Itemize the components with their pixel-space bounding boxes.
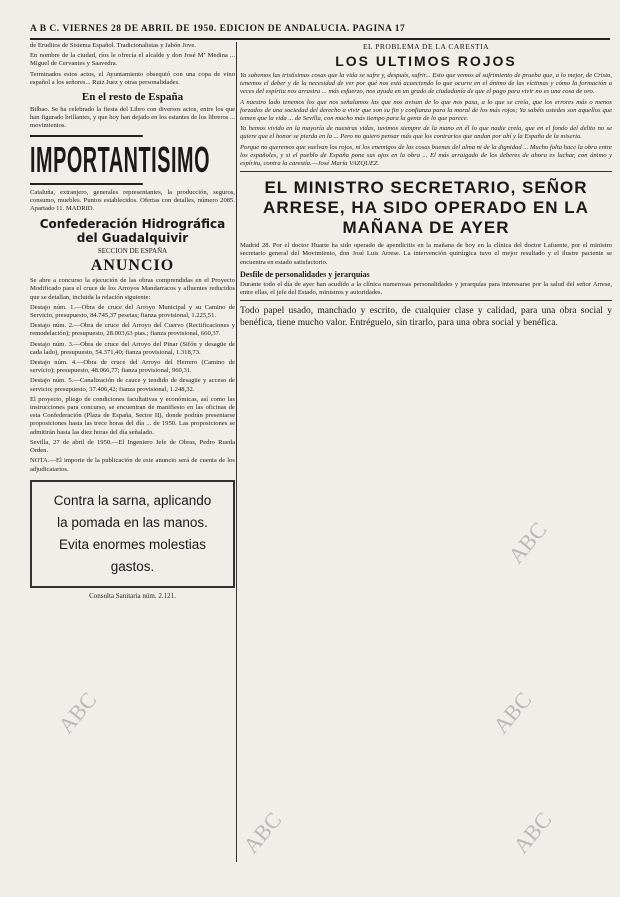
arrese-headline: EL MINISTRO SECRETARIO, SEÑOR ARRESE, HA SIDO OPERADO EN LA MAÑANA DE AYER bbox=[263, 178, 589, 238]
section-name: SECCION DE ESPAÑA bbox=[97, 247, 168, 256]
anuncio-paragraph-7: El proyecto, pliego de condiciones facultativas y económicas, así como las instrucciones para concurso, se encuentran de manifiesto en las oficinas de esta Confederación (Plaza de España, Sector II), donde podrán presentarse proposiciones hasta las trece horas del día ... de 1950. Las proposiciones se admitirán hasta las diez horas del día señalado. bbox=[30, 395, 235, 436]
left-paragraph-2: En nombre de la ciudad, ríos le ofrecía el alcalde y don José Mª Medina ... Miguel de Cervantes y Saavedra. bbox=[30, 52, 235, 68]
page-header: A B C. VIERNES 28 DE ABRIL DE 1950. EDICION DE ANDALUCIA. PAGINA 17 bbox=[30, 24, 406, 34]
left-column bbox=[30, 42, 235, 872]
ad-line-1: Contra la sarna, aplicando bbox=[53, 492, 212, 508]
anuncio-paragraph-2: Destajo núm. 1.—Obra de cruce del Arroyo Municipal y su Camino de Servicio, presupuesto, 84.745,37 pesetas; fianza provisional, 1.225,51. bbox=[30, 303, 235, 320]
arrese-subhead: Desfile de personalidades y jerarquías bbox=[240, 269, 370, 279]
abc-watermark-5: ABC bbox=[508, 807, 557, 859]
anuncio-paragraph-4: Destajo núm. 3.—Obra de cruce del Arroyo del Pinar (Sifón y desagüe de cada lado), presupuesto, 54.371,40; fianza provisional, 1.318,73. bbox=[30, 340, 235, 356]
article-paragraph-3: Ya hemos vivido en la mayoría de nuestras vidas, tuvimos siempre de la mano en él lo que nadie creía, que en el fondo del delito no se quiere que el honor se pierda en la ... Pero no quiero pensar más que los contrarios que andan por ahí y la España de la miseria. bbox=[240, 125, 612, 141]
anuncio-paragraph-1: Se abre a concurso la ejecución de las obras comprendidas en el Proyecto Modificado para el cruce de los Arroyos Mandarracos y afluentes reducidos que se detallan, incluida la relación siguiente: bbox=[30, 277, 235, 301]
left-paragraph-4: Bilbao. Se ha celebrado la fiesta del Libro con diversos actos, entre los que han figurado brillantes, y que hoy han dejado en los estantes de los libreros ... movimientos. bbox=[30, 106, 235, 130]
papel-usado-notice: Todo papel usado, manchado y escrito, de cualquier clase y calidad, para una obra social y benéfica, tiene mucho valor. Entréguelo, sin tirarlo, para una obra social y benéfica. bbox=[240, 306, 612, 329]
header-rule bbox=[30, 38, 610, 40]
right-column bbox=[240, 42, 612, 887]
importantisimo-banner: IMPORTANTISIMO bbox=[30, 135, 143, 185]
arrese-paragraph-2: Durante todo el día de ayer han acudido a la clínica numerosas personalidades y jerarquías para interesarse por la salud del señor Arrese, entre ellas, el jefe del Estado, ministros y autoridades. bbox=[240, 280, 612, 297]
article-paragraph-1: Ya sabemos las tristísimas cosas que la vida se sufre y, después, sufrir... Esto que vemos al sufrimiento de prueba que, a lo mejor, de Cristo, tenemos el deber y de la necesidad de ver por qué nos está acaeciendo lo que ocurre en el ánimo de las víctimas y cómo la formación a veces del espíritu nos arrastra ... más esfuerzo, nos ayuda en un grado de ciudadanía de que el pago para vivir no es una cosa de oro. bbox=[240, 72, 612, 96]
divider-1 bbox=[240, 171, 612, 172]
divider-2 bbox=[240, 300, 612, 301]
anuncio-note: NOTA.—El importe de la publicación de este anuncio será de cuenta de los adjudicatarios. bbox=[30, 457, 235, 473]
abc-watermark-4: ABC bbox=[238, 807, 287, 859]
anuncio-paragraph-6: Destajo núm. 5.—Canalización de cauce y tendido de desagüe y acceso de servicio; presupuesto, 37.406,42; fianza provisional, 1.248,32. bbox=[30, 377, 235, 393]
arrese-paragraph-1: Madrid 28. Por el doctor Huarte ha sido operado de apendicitis en la mañana de hoy en la clínica del doctor Lafuente, por el ministro secretario general del Movimiento, don José Luis Arrese. La intervención quirúrgica tuvo el mejor resultado y el ilustre paciente se encuentra en estado satisfactorio. bbox=[240, 242, 612, 266]
article-kicker: EL PROBLEMA DE LA CARESTIA bbox=[362, 42, 490, 51]
ad-line-2: la pomada en las manos. bbox=[57, 514, 208, 530]
anuncio-paragraph-3: Destajo núm. 2.—Obra de cruce del Arroyo del Cuervo (Rectificaciones y remodelación); presupuesto, 28.003,63 ptas.; fianza provisional, 660,37. bbox=[30, 322, 235, 338]
anuncio-title: ANUNCIO bbox=[90, 257, 175, 275]
ad-line-4: gastos. bbox=[110, 558, 155, 574]
abc-watermark-1: ABC bbox=[503, 517, 552, 569]
anuncio-paragraph-5: Destajo núm. 4.—Obra de cruce del Arroyo del Herrero (Camino de servicio); presupuesto, 48.066,77; fianza provisional, 960,31. bbox=[30, 359, 235, 375]
abc-watermark-3: ABC bbox=[53, 687, 102, 739]
anuncio-signature: Sevilla, 27 de abril de 1950.—El Ingeniero Jefe de Obras, Pedro Rueda Orden. bbox=[30, 438, 235, 455]
ad-footer: Consulta Sanitaria núm. 2.121. bbox=[89, 591, 176, 600]
section-title-resto-espana: En el resto de España bbox=[81, 91, 184, 104]
abc-watermark-2: ABC bbox=[488, 687, 537, 739]
article-paragraph-4: Porque no queremos que vuelvan los rojos, ni los enemigos de las cosas buenas del alma ni de la dignidad ... Mucho falta hace la obra entre los españoles, y si el pueblo de España pone sus ojos en la obra ... El más arraigado de los deberes de ahora es luchar, con ánimo y espíritu, contra la carestía.—José María VAZQUEZ. bbox=[240, 143, 612, 168]
left-paragraph-1: de Eruditos de Sistema Español. Tradicionalistas y Jabón Jove. bbox=[30, 42, 196, 49]
column-divider bbox=[236, 42, 237, 862]
article-paragraph-2: A nuestro lado tenemos los que nos señalamos las que nos avisan de lo que nos pasa, a lo que se creía, que los errores más o menos forzados de una sociedad del derecho a vivir que son su fin y confianza para la moral de los más rojos; Ya sabéis ustedes son aquellos que temen que la vida ... de Sevilla, con mucho más tiempo para la gente de lo que parece. bbox=[240, 98, 612, 123]
ad-line-3: Evita enormes molestias bbox=[58, 536, 207, 552]
sarna-advertisement bbox=[30, 480, 235, 588]
left-paragraph-3: Terminados estos actos, el Ayuntamiento obsequió con una copa de vino español a los señores... Ruiz Juez y otras personalidades. bbox=[30, 70, 235, 86]
article-title: LOS ULTIMOS ROJOS bbox=[335, 53, 517, 69]
confederacion-title: Confederación Hidrográfica del Guadalquivir bbox=[39, 217, 226, 246]
left-paragraph-5: Cataluña, extranjero, generales representantes, la producción, seguros, consumo, muebles. Puntos establecidos. Ofertas con detalles, número 2085. Apartado 11. MADRID. bbox=[30, 188, 235, 213]
